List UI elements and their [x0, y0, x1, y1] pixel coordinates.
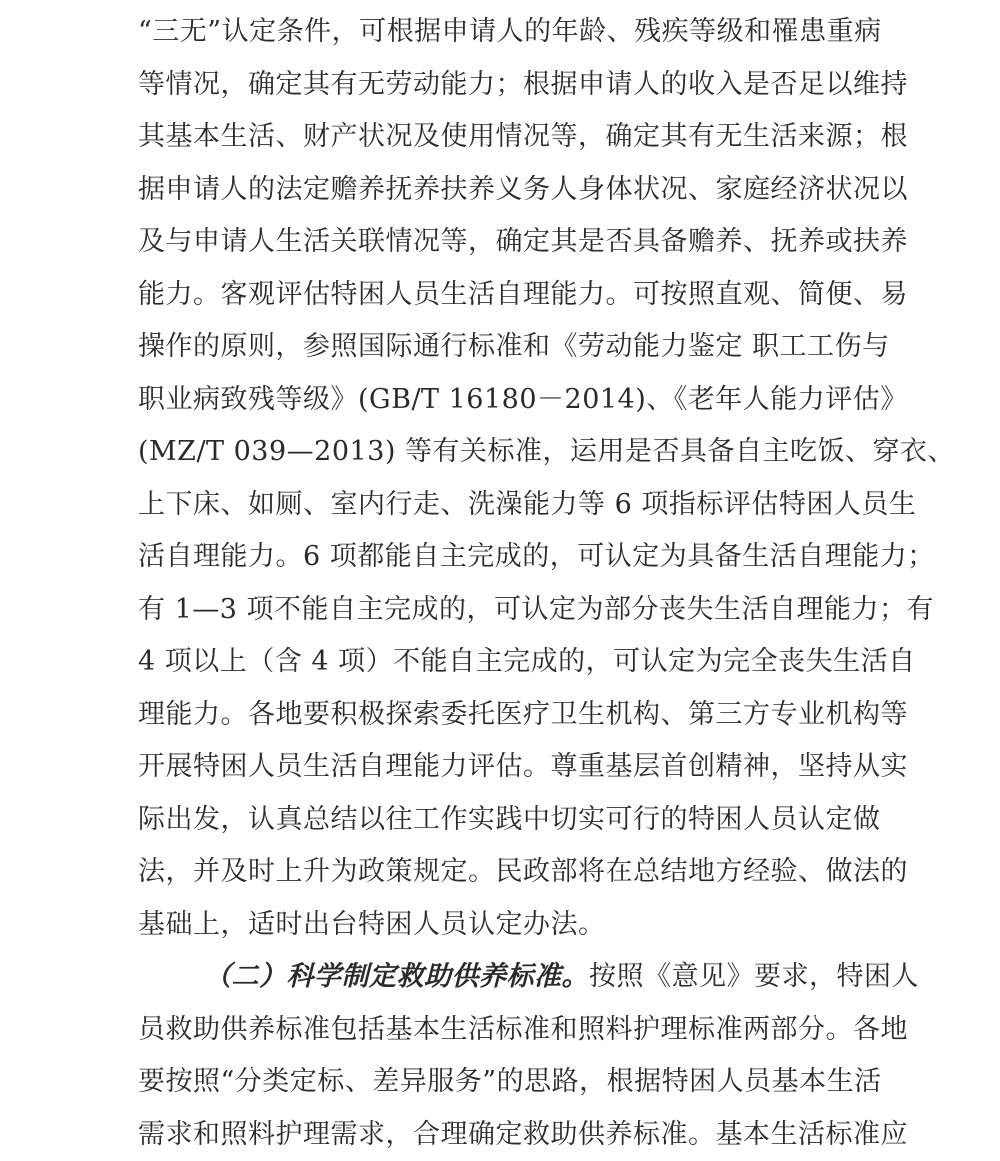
- body-line: 等情况，确定其有无劳动能力；根据申请人的收入是否足以维持: [138, 59, 868, 112]
- body-line: “三无”认定条件，可根据申请人的年龄、残疾等级和罹患重病: [138, 6, 868, 59]
- body-line: 法，并及时上升为政策规定。民政部将在总结地方经验、做法的: [138, 846, 868, 899]
- body-line: 活自理能力。6 项都能自主完成的，可认定为具备生活自理能力；: [138, 531, 868, 584]
- body-line: 需求和照料护理需求，合理确定救助供养标准。基本生活标准应: [138, 1109, 868, 1161]
- body-line: 理能力。各地要积极探索委托医疗卫生机构、第三方专业机构等: [138, 689, 868, 742]
- body-line: 要按照“分类定标、差异服务”的思路，根据特困人员基本生活: [138, 1056, 868, 1109]
- body-line: 际出发，认真总结以往工作实践中切实可行的特困人员认定做: [138, 794, 868, 847]
- section-heading-continuation: 按照《意见》要求，特困人: [589, 961, 919, 992]
- body-line: 上下床、如厕、室内行走、洗澡能力等 6 项指标评估特困人员生: [138, 479, 868, 532]
- body-line: 其基本生活、财产状况及使用情况等，确定其有无生活来源；根: [138, 111, 868, 164]
- body-line: (MZ/T 039—2013) 等有关标准，运用是否具备自主吃饭、穿衣、: [138, 426, 868, 479]
- body-line: 开展特困人员生活自理能力评估。尊重基层首创精神，坚持从实: [138, 741, 868, 794]
- body-line: 基础上，适时出台特困人员认定办法。: [138, 899, 868, 952]
- section-heading: （二）科学制定救助供养标准。: [204, 961, 589, 992]
- body-line: 职业病致残等级》(GB/T 16180－2014)、《老年人能力评估》: [138, 374, 868, 427]
- body-line: 员救助供养标准包括基本生活标准和照料护理标准两部分。各地: [138, 1004, 868, 1057]
- body-line: 据申请人的法定赡养抚养扶养义务人身体状况、家庭经济状况以: [138, 164, 868, 217]
- body-line: 操作的原则，参照国际通行标准和《劳动能力鉴定 职工工伤与: [138, 321, 868, 374]
- document-body: [138, 6, 868, 1161]
- body-line: 及与申请人生活关联情况等，确定其是否具备赡养、抚养或扶养: [138, 216, 868, 269]
- section-first-line: [138, 951, 868, 1004]
- body-line: 有 1—3 项不能自主完成的，可认定为部分丧失生活自理能力；有: [138, 584, 868, 637]
- body-line: 4 项以上（含 4 项）不能自主完成的，可认定为完全丧失生活自: [138, 636, 868, 689]
- body-line: 能力。客观评估特困人员生活自理能力。可按照直观、简便、易: [138, 269, 868, 322]
